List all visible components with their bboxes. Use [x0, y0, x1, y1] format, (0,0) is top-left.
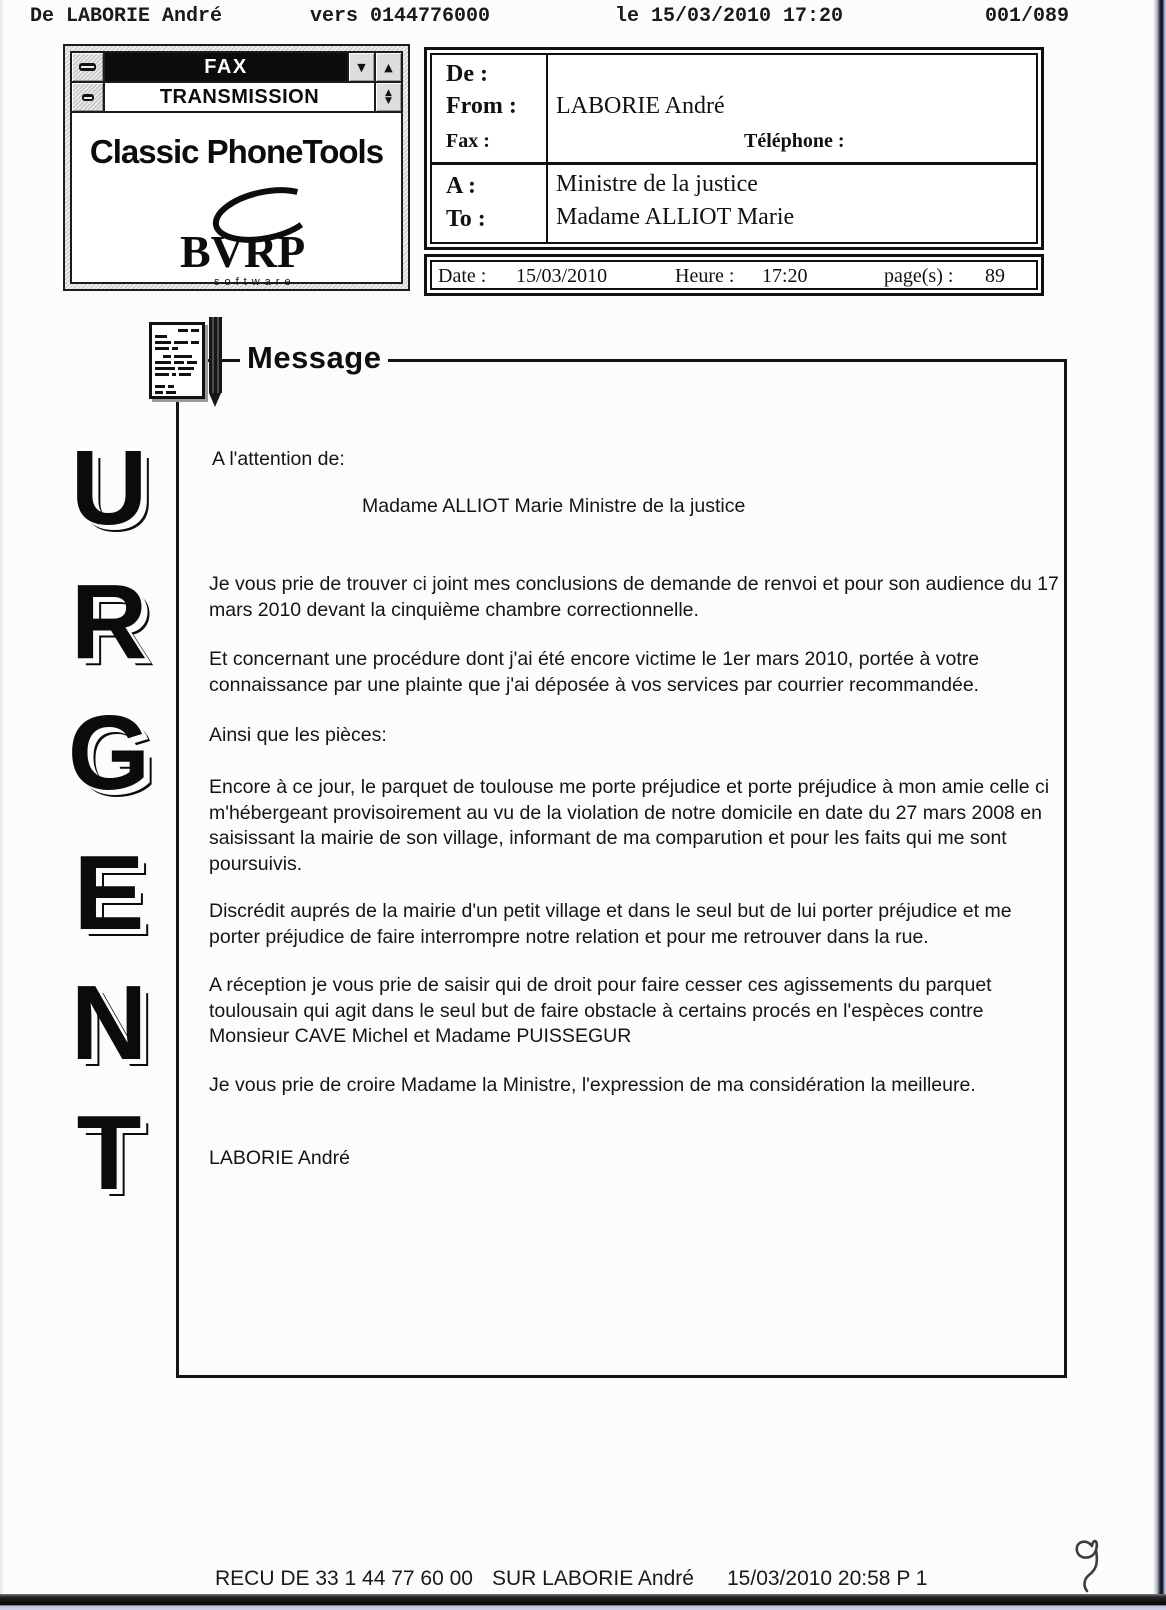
bvrp-logo — [162, 185, 332, 295]
minimize-button — [347, 53, 374, 81]
message-section-label: Message — [240, 340, 388, 376]
down-arrow-icon: ▼ — [357, 60, 366, 74]
scan-header-sender: De LABORIE André — [30, 5, 223, 28]
heure-value: 17:20 — [762, 265, 808, 287]
fax-label: Fax : — [446, 130, 490, 152]
paragraph: Et concernant une procédure dont j'ai été encore victime le 1er mars 2010, portée à votre connaissance par une plainte que j'ai déposée à vos services par courrier recommandée. — [209, 648, 980, 696]
transmission-titlebar — [72, 83, 401, 113]
footer-received-from: RECU DE 33 1 44 77 60 00 — [215, 1567, 473, 1590]
window-dash-icon — [82, 94, 94, 101]
date-label: Date : — [438, 265, 487, 287]
footer-on-line: SUR LABORIE André — [492, 1567, 694, 1590]
fax-titlebar — [72, 53, 401, 83]
brand-tagline: software — [214, 276, 296, 288]
urgent-letter: N — [70, 964, 148, 1082]
scan-edge-left — [0, 0, 4, 1610]
window-menu-button — [72, 53, 105, 81]
document-pencil-icon — [147, 317, 237, 409]
pages-label: page(s) : — [884, 265, 954, 287]
urgent-letter: E — [73, 834, 145, 952]
telephone-label: Téléphone : — [744, 130, 845, 152]
from-value: LABORIE André — [556, 93, 725, 119]
recipient-table — [424, 47, 1044, 250]
paragraph: A réception je vous prie de saisir qui de droit pour faire cesser ces agissements du parquet toulousain qui agit dans le seul but de faire obstacle à certains procés en l'espèces contre Monsieur CAVE Michel et Madame PUISSEGUR — [209, 974, 992, 1047]
table-divider-vertical — [546, 55, 548, 242]
from-label: From : — [446, 93, 517, 119]
table-divider-horizontal — [432, 162, 1036, 165]
fax-transmission-window — [63, 44, 410, 291]
addressee-line: Madame ALLIOT Marie Ministre de la justice — [362, 495, 746, 517]
a-label: A : — [446, 173, 476, 199]
urgent-letter: G — [67, 694, 151, 812]
de-label: De : — [446, 61, 488, 87]
to-label: To : — [446, 206, 486, 232]
fax-title: FAX — [105, 53, 347, 81]
paragraph: Je vous prie de trouver ci joint mes conclusions de demande de renvoi et pour son audience du 17 mars 2010 devant la cinquième chambre correctionnelle. — [209, 573, 1059, 621]
paragraph: Je vous prie de croire Madame la Ministre, l'expression de ma considération la meilleure. — [209, 1074, 976, 1096]
up-arrow-icon: ▲ — [384, 60, 393, 74]
scan-edge-right — [1153, 0, 1166, 1610]
heure-label: Heure : — [675, 265, 735, 287]
urgent-letter: U — [70, 429, 148, 547]
scan-edge-bottom — [0, 1594, 1166, 1610]
handwritten-mark — [1068, 1528, 1114, 1600]
window-dash-icon — [79, 63, 96, 71]
urgent-letter: T — [76, 1094, 142, 1212]
date-value: 15/03/2010 — [516, 265, 608, 287]
paragraph: Ainsi que les pièces: — [209, 724, 387, 746]
brand-name: BVRP — [180, 226, 306, 277]
signature: LABORIE André — [209, 1147, 350, 1169]
spinner-button — [374, 83, 401, 111]
transmission-title: TRANSMISSION — [105, 83, 374, 111]
pages-value: 89 — [985, 265, 1005, 287]
maximize-button — [374, 53, 401, 81]
date-row — [424, 254, 1044, 296]
scan-header-datetime: le 15/03/2010 17:20 — [615, 5, 844, 28]
scan-header-destination: vers 0144776000 — [310, 5, 491, 28]
app-name: Classic PhoneTools — [89, 133, 384, 170]
urgent-letter: R — [70, 563, 148, 681]
attention-line: A l'attention de: — [212, 448, 345, 470]
up-down-arrow-icon: ▲ ▼ — [385, 88, 392, 106]
paragraph: Encore à ce jour, le parquet de toulouse me porte préjudice et porte préjudice à mon amie celle ci m'hébergeant provisoirement au vu de la violation de notre domicile en date du 27 mars 2008 en saisissant la mairie de son village, informant de ma comparution et pour les faits qui me sont poursuivis. — [209, 776, 1050, 875]
paragraph: Discrédit auprés de la mairie d'un petit village et dans le seul but de lui porter préjudice et me porter préjudice de faire interrompre notre relation et pour me retrouver dans la rue. — [209, 900, 1012, 948]
to-value: Madame ALLIOT Marie — [556, 204, 795, 230]
scan-header-page-counter: 001/089 — [985, 5, 1070, 28]
a-value: Ministre de la justice — [556, 171, 758, 197]
window-menu-button-2 — [72, 83, 105, 111]
footer-timestamp: 15/03/2010 20:58 P 1 — [727, 1567, 928, 1590]
